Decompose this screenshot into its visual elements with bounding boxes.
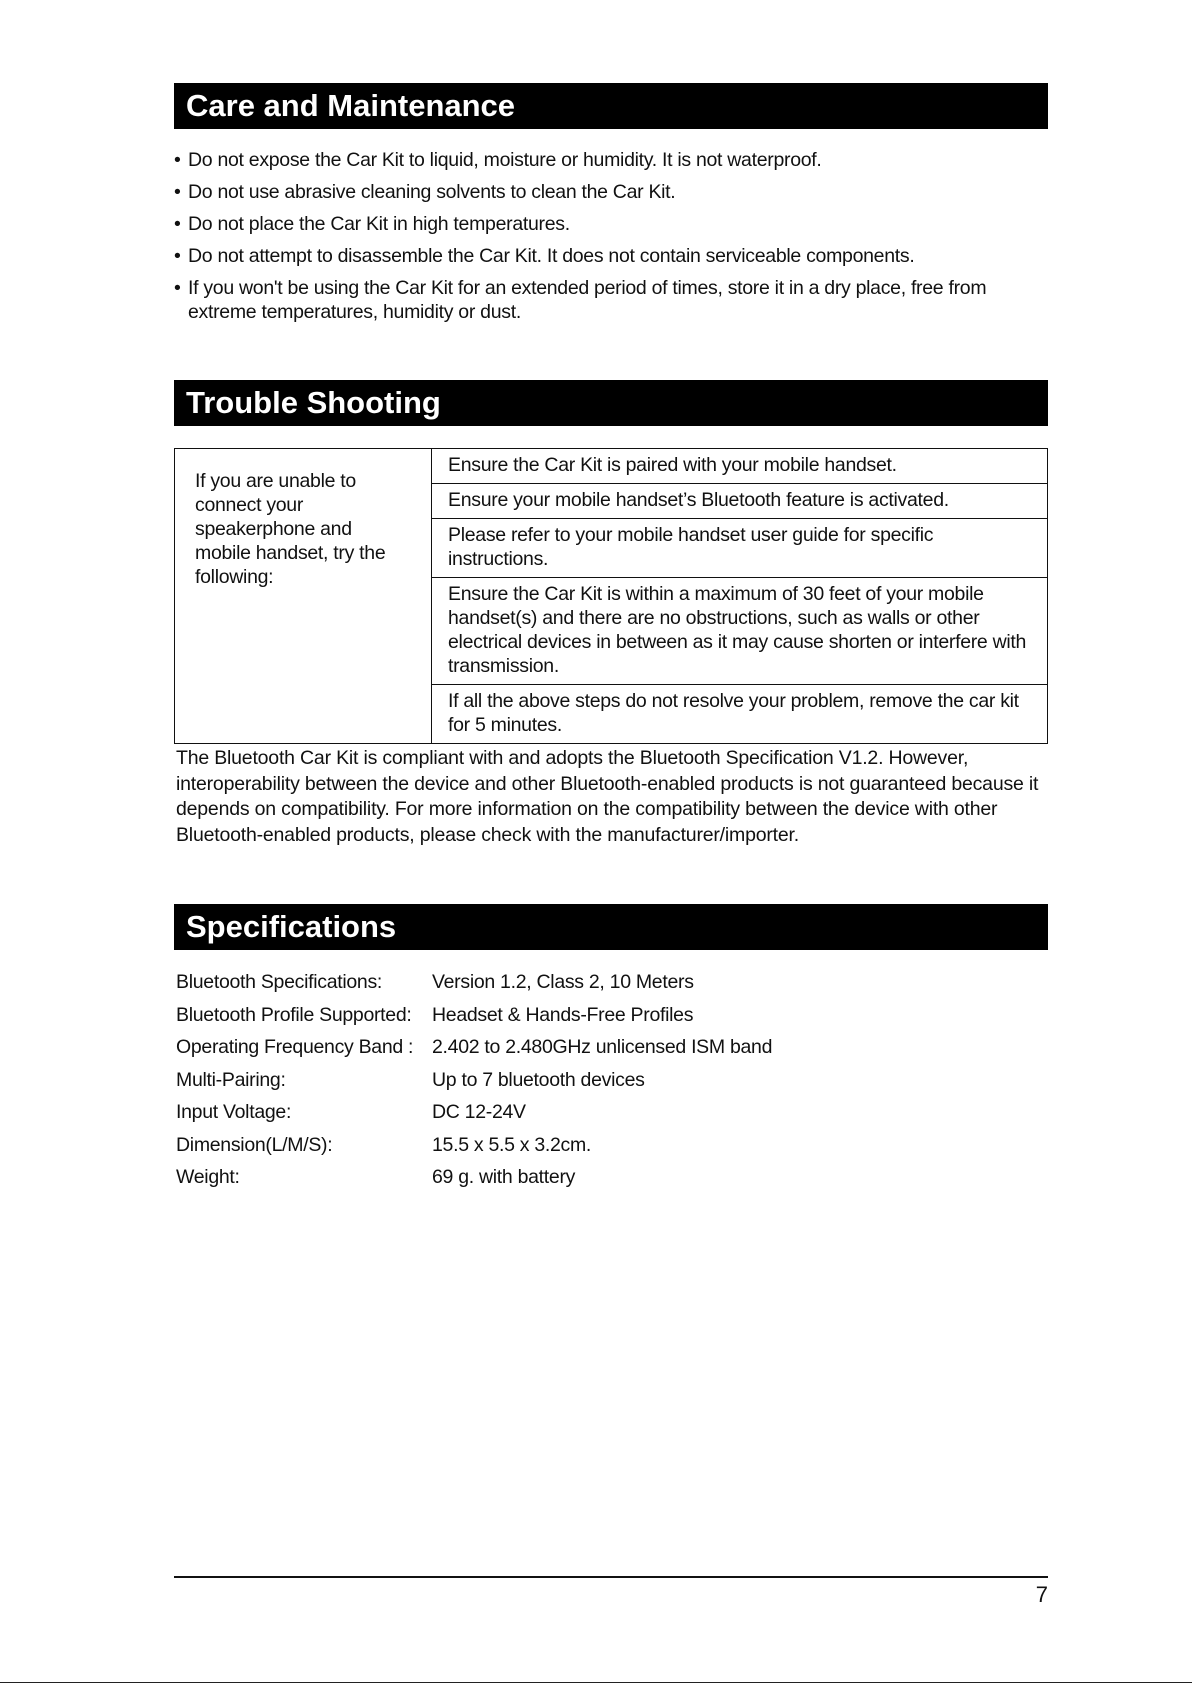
care-item: • Do not attempt to disassemble the Car Kit. It does not contain serviceable components.: [174, 244, 1054, 268]
spec-value: DC 12-24V: [432, 1101, 526, 1123]
trouble-step: Please refer to your mobile handset user guide for specific instructions.: [432, 519, 1047, 578]
spec-label: Multi-Pairing:: [176, 1068, 286, 1091]
spec-label: Input Voltage:: [176, 1101, 292, 1123]
care-item: • Do not expose the Car Kit to liquid, moisture or humidity. It is not waterproof.: [174, 148, 1054, 172]
spec-label: Bluetooth Profile Supported:: [176, 1003, 412, 1026]
care-item: • Do not use abrasive cleaning solvents to clean the Car Kit.: [174, 180, 1054, 204]
spec-value: Up to 7 bluetooth devices: [432, 1068, 645, 1091]
page-number: 7: [1035, 1582, 1048, 1607]
spec-row: [176, 1003, 876, 1036]
spec-label: Weight:: [176, 1166, 240, 1188]
care-maintenance-heading: Care and Maintenance: [174, 83, 1048, 129]
trouble-condition-cell: If you are unable to connect your speakerphone and mobile handset, try the following:: [175, 449, 432, 743]
spec-row: [176, 970, 876, 1003]
trouble-step: Ensure your mobile handset’s Bluetooth feature is activated.: [432, 484, 1047, 519]
trouble-step: Ensure the Car Kit is within a maximum of 30 feet of your mobile handset(s) and there are no obstructions, such as walls or other electrical devices in between as it may cause shorten or interfere with transmission.: [432, 578, 1047, 685]
page-edge-line: [0, 1682, 1192, 1683]
spec-label: Bluetooth Specifications:: [176, 971, 383, 993]
specifications-list: [176, 970, 876, 1198]
care-item: • Do not place the Car Kit in high temperatures.: [174, 212, 1054, 236]
spec-value: 69 g. with battery: [432, 1166, 576, 1188]
spec-row: [176, 1133, 876, 1166]
spec-row: [176, 1068, 876, 1101]
care-item: • If you won't be using the Car Kit for an extended period of times, store it in a dry place, free from extreme temperatures, humidity or dust.: [174, 276, 1054, 324]
spec-value: 15.5 x 5.5 x 3.2cm.: [432, 1133, 592, 1156]
trouble-step: Ensure the Car Kit is paired with your mobile handset.: [432, 449, 1047, 484]
spec-row: [176, 1165, 876, 1198]
compliance-note: The Bluetooth Car Kit is compliant with and adopts the Bluetooth Specification V1.2. However, interoperability between the device and other Bluetooth-enabled products is not guaranteed because it depends on compatibility. For more information on the compatibility between the device with other Bluetooth-enabled products, please check with the manufacturer/importer.: [176, 747, 1039, 846]
trouble-step: If all the above steps do not resolve your problem, remove the car kit for 5 minutes.: [448, 690, 1019, 736]
care-list: [174, 148, 1054, 332]
footer-divider: [174, 1576, 1048, 1578]
spec-label: Dimension(L/M/S):: [176, 1133, 333, 1156]
spec-row: [176, 1035, 876, 1068]
spec-value: 2.402 to 2.480GHz unlicensed ISM band: [432, 1036, 773, 1058]
spec-value: Headset & Hands-Free Profiles: [432, 1003, 694, 1026]
trouble-shooting-heading: Trouble Shooting: [174, 380, 1048, 426]
spec-value: Version 1.2, Class 2, 10 Meters: [432, 971, 694, 993]
spec-row: [176, 1100, 876, 1133]
spec-label: Operating Frequency Band :: [176, 1036, 414, 1058]
trouble-shooting-table: [174, 448, 1048, 744]
specifications-heading: Specifications: [174, 904, 1048, 950]
trouble-steps-column: [432, 449, 1047, 743]
